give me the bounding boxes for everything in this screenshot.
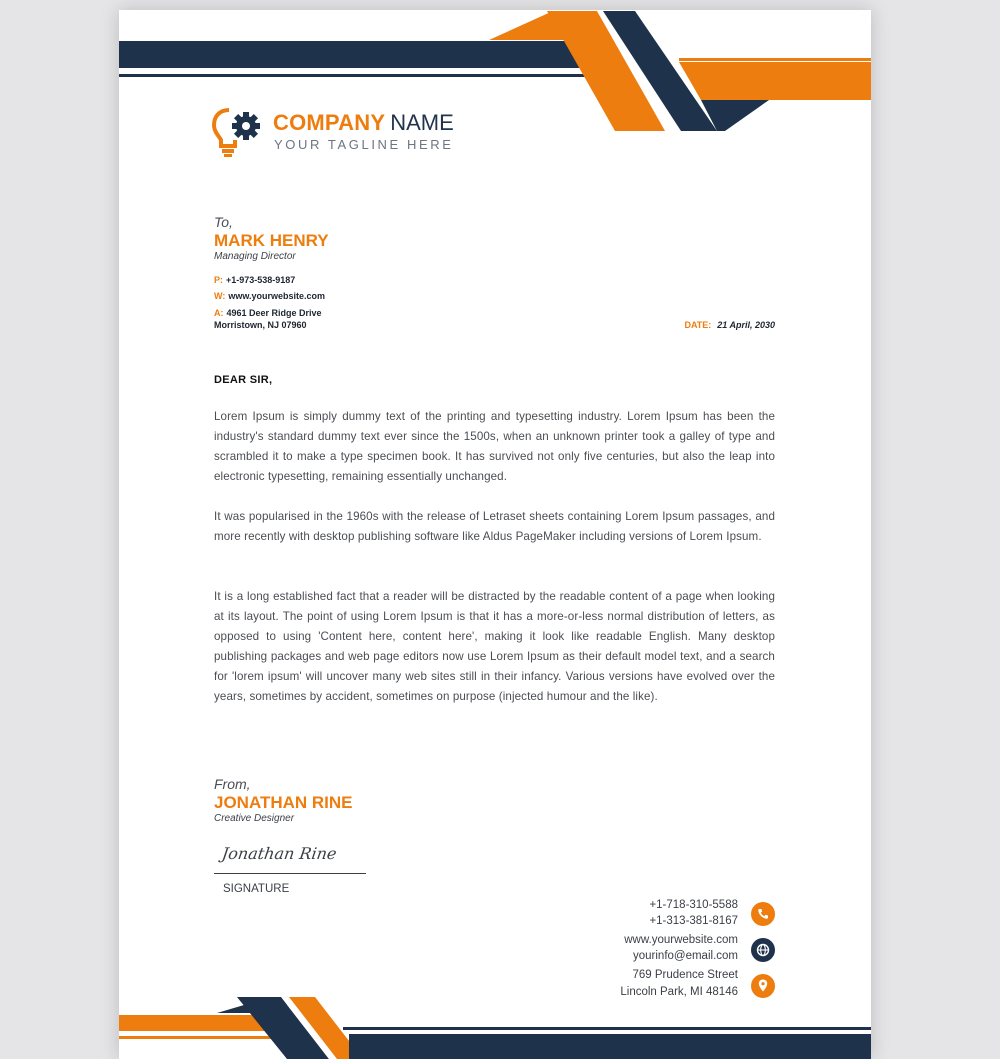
date-value: 21 April, 2030 — [717, 320, 775, 330]
handwritten-signature: Jonathan Rine — [220, 844, 338, 863]
globe-icon — [751, 938, 775, 962]
recipient-address-line1 — [214, 308, 322, 318]
letter-date — [684, 320, 775, 330]
company-name-bold: COMPANY — [273, 110, 386, 135]
footer-phone-1: +1-718-310-5588 — [649, 899, 738, 911]
phone-value: +1-973-538-9187 — [226, 275, 296, 285]
body-paragraph: It is a long established fact that a reader will be distracted by the readable content of a page when looking at its layout. The point of using Lorem Ipsum is that it has a more-or-less normal distribution of letters, as opposed to using 'Content here, content here', making it look like readable English. Many desktop publishing packages and web page editors now use Lorem Ipsum as their default model text, and a search for 'lorem ipsum' will uncover many web sites still in their infancy. Various versions have evolved over the years, sometimes by accident, sometimes on purpose (injected humour and the like). — [214, 590, 775, 703]
footer-phone-2: +1-313-381-8167 — [649, 915, 738, 927]
recipient-address-line2: Morristown, NJ 07960 — [214, 320, 307, 330]
footer-email: yourinfo@email.com — [633, 950, 738, 962]
phone-label: P: — [214, 275, 223, 285]
recipient-phone — [214, 275, 295, 285]
letterhead-page — [119, 10, 871, 1059]
body-paragraph: Lorem Ipsum is simply dummy text of the printing and typesetting industry. Lorem Ipsum has been the industry's standard dummy text ever since the 1500s, when an unknown printer took a galley of type and scrambled it to make a type specimen book. It has survived not only five centuries, but also the leap into electronic typesetting, remaining essentially unchanged. — [214, 410, 775, 483]
recipient-website — [214, 291, 325, 301]
recipient-name: MARK HENRY — [214, 231, 329, 250]
phone-icon — [751, 902, 775, 926]
footer-city: Lincoln Park, MI 48146 — [620, 986, 738, 998]
signature-label: SIGNATURE — [223, 883, 290, 895]
recipient-title: Managing Director — [214, 251, 296, 262]
lightbulb-gear-icon — [211, 106, 267, 158]
address-label: A: — [214, 308, 224, 318]
web-label: W: — [214, 291, 226, 301]
body-paragraph: It was popularised in the 1960s with the release of Letraset sheets containing Lorem Ipsum passages, and more recently with desktop publishing software like Aldus PageMaker including versions of Lorem Ipsum. — [214, 510, 775, 543]
address-value: 4961 Deer Ridge Drive — [226, 308, 322, 318]
company-name — [273, 110, 454, 136]
footer-street: 769 Prudence Street — [632, 969, 738, 981]
to-label: To, — [214, 214, 233, 230]
footer-website: www.yourwebsite.com — [624, 934, 738, 946]
signature-line — [214, 873, 366, 874]
from-label: From, — [214, 776, 251, 792]
web-value: www.yourwebsite.com — [228, 291, 326, 301]
company-tagline: YOUR TAGLINE HERE — [274, 137, 454, 152]
date-label: DATE: — [684, 320, 712, 330]
salutation: DEAR SIR, — [214, 374, 273, 386]
company-name-rest: NAME — [390, 110, 454, 135]
sender-title: Creative Designer — [214, 813, 295, 824]
footer-decoration — [119, 990, 871, 1059]
sender-name: JONATHAN RINE — [214, 793, 353, 812]
